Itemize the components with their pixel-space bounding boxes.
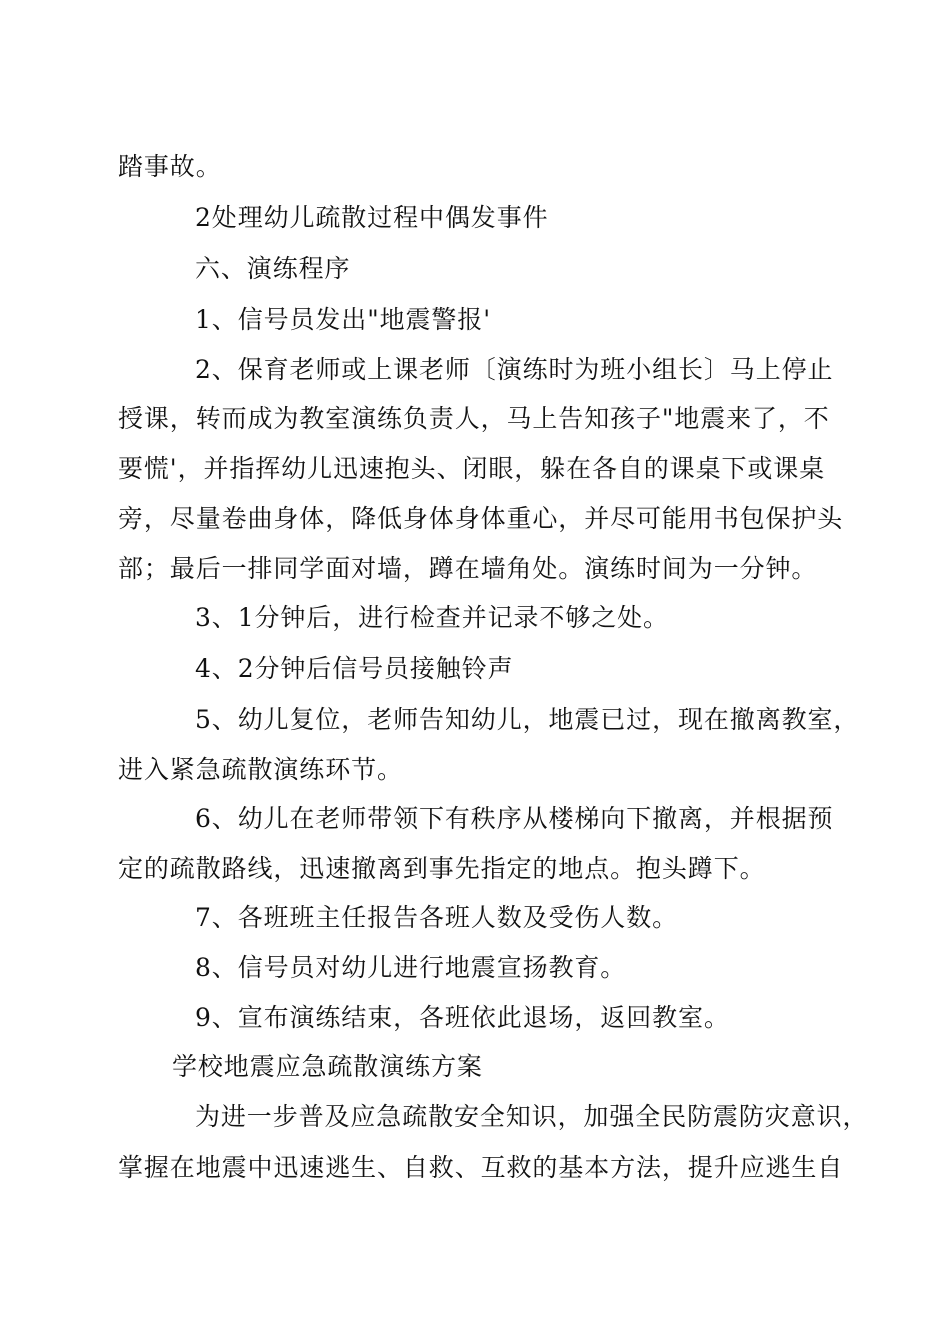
text-line: 2处理幼儿疏散过程中偶发事件: [195, 203, 549, 232]
text-line: 5、幼儿复位，老师告知幼儿，地震已过，现在撤离教室，: [195, 705, 860, 734]
text-line: 2、保育老师或上课老师〔演练时为班小组长〕马上停止: [195, 355, 834, 384]
text-line: 1、信号员发出"地震警报': [195, 305, 491, 334]
text-line: 进入紧急疏散演练环节。: [118, 755, 403, 784]
text-line: 9、宣布演练结束，各班依此退场，返回教室。: [195, 1003, 730, 1032]
text-line: 旁，尽量卷曲身体，降低身体身体重心，并尽可能用书包保护头: [118, 504, 844, 533]
text-line: 部；最后一排同学面对墙，蹲在墙角处。演练时间为一分钟。: [118, 554, 818, 583]
text-line: 要慌'，并指挥幼儿迅速抱头、闭眼，躲在各自的课桌下或课桌: [118, 454, 826, 483]
text-line: 3、1分钟后，进行检查并记录不够之处。: [195, 603, 669, 632]
text-line: 掌握在地震中迅速逃生、自救、互救的基本方法，提升应逃生自: [118, 1153, 844, 1182]
text-line: 为进一步普及应急疏散安全知识，加强全民防震防灾意识，: [195, 1102, 869, 1131]
text-line: 6、幼儿在老师带领下有秩序从楼梯向下撤离，并根据预: [195, 804, 834, 833]
text-line: 4、2分钟后信号员接触铃声: [195, 654, 514, 683]
text-line: 定的疏散路线，迅速撤离到事先指定的地点。抱头蹲下。: [118, 854, 766, 883]
text-line: 7、各班班主任报告各班人数及受伤人数。: [195, 903, 679, 932]
section-title: 学校地震应急疏散演练方案: [172, 1052, 483, 1081]
text-line: 授课，转而成为教室演练负责人，马上告知孩子"地震来了，不: [118, 404, 830, 433]
section-heading: 六、演练程序: [195, 254, 351, 283]
text-line: 踏事故。: [118, 152, 222, 181]
text-line: 8、信号员对幼儿进行地震宣扬教育。: [195, 953, 627, 982]
